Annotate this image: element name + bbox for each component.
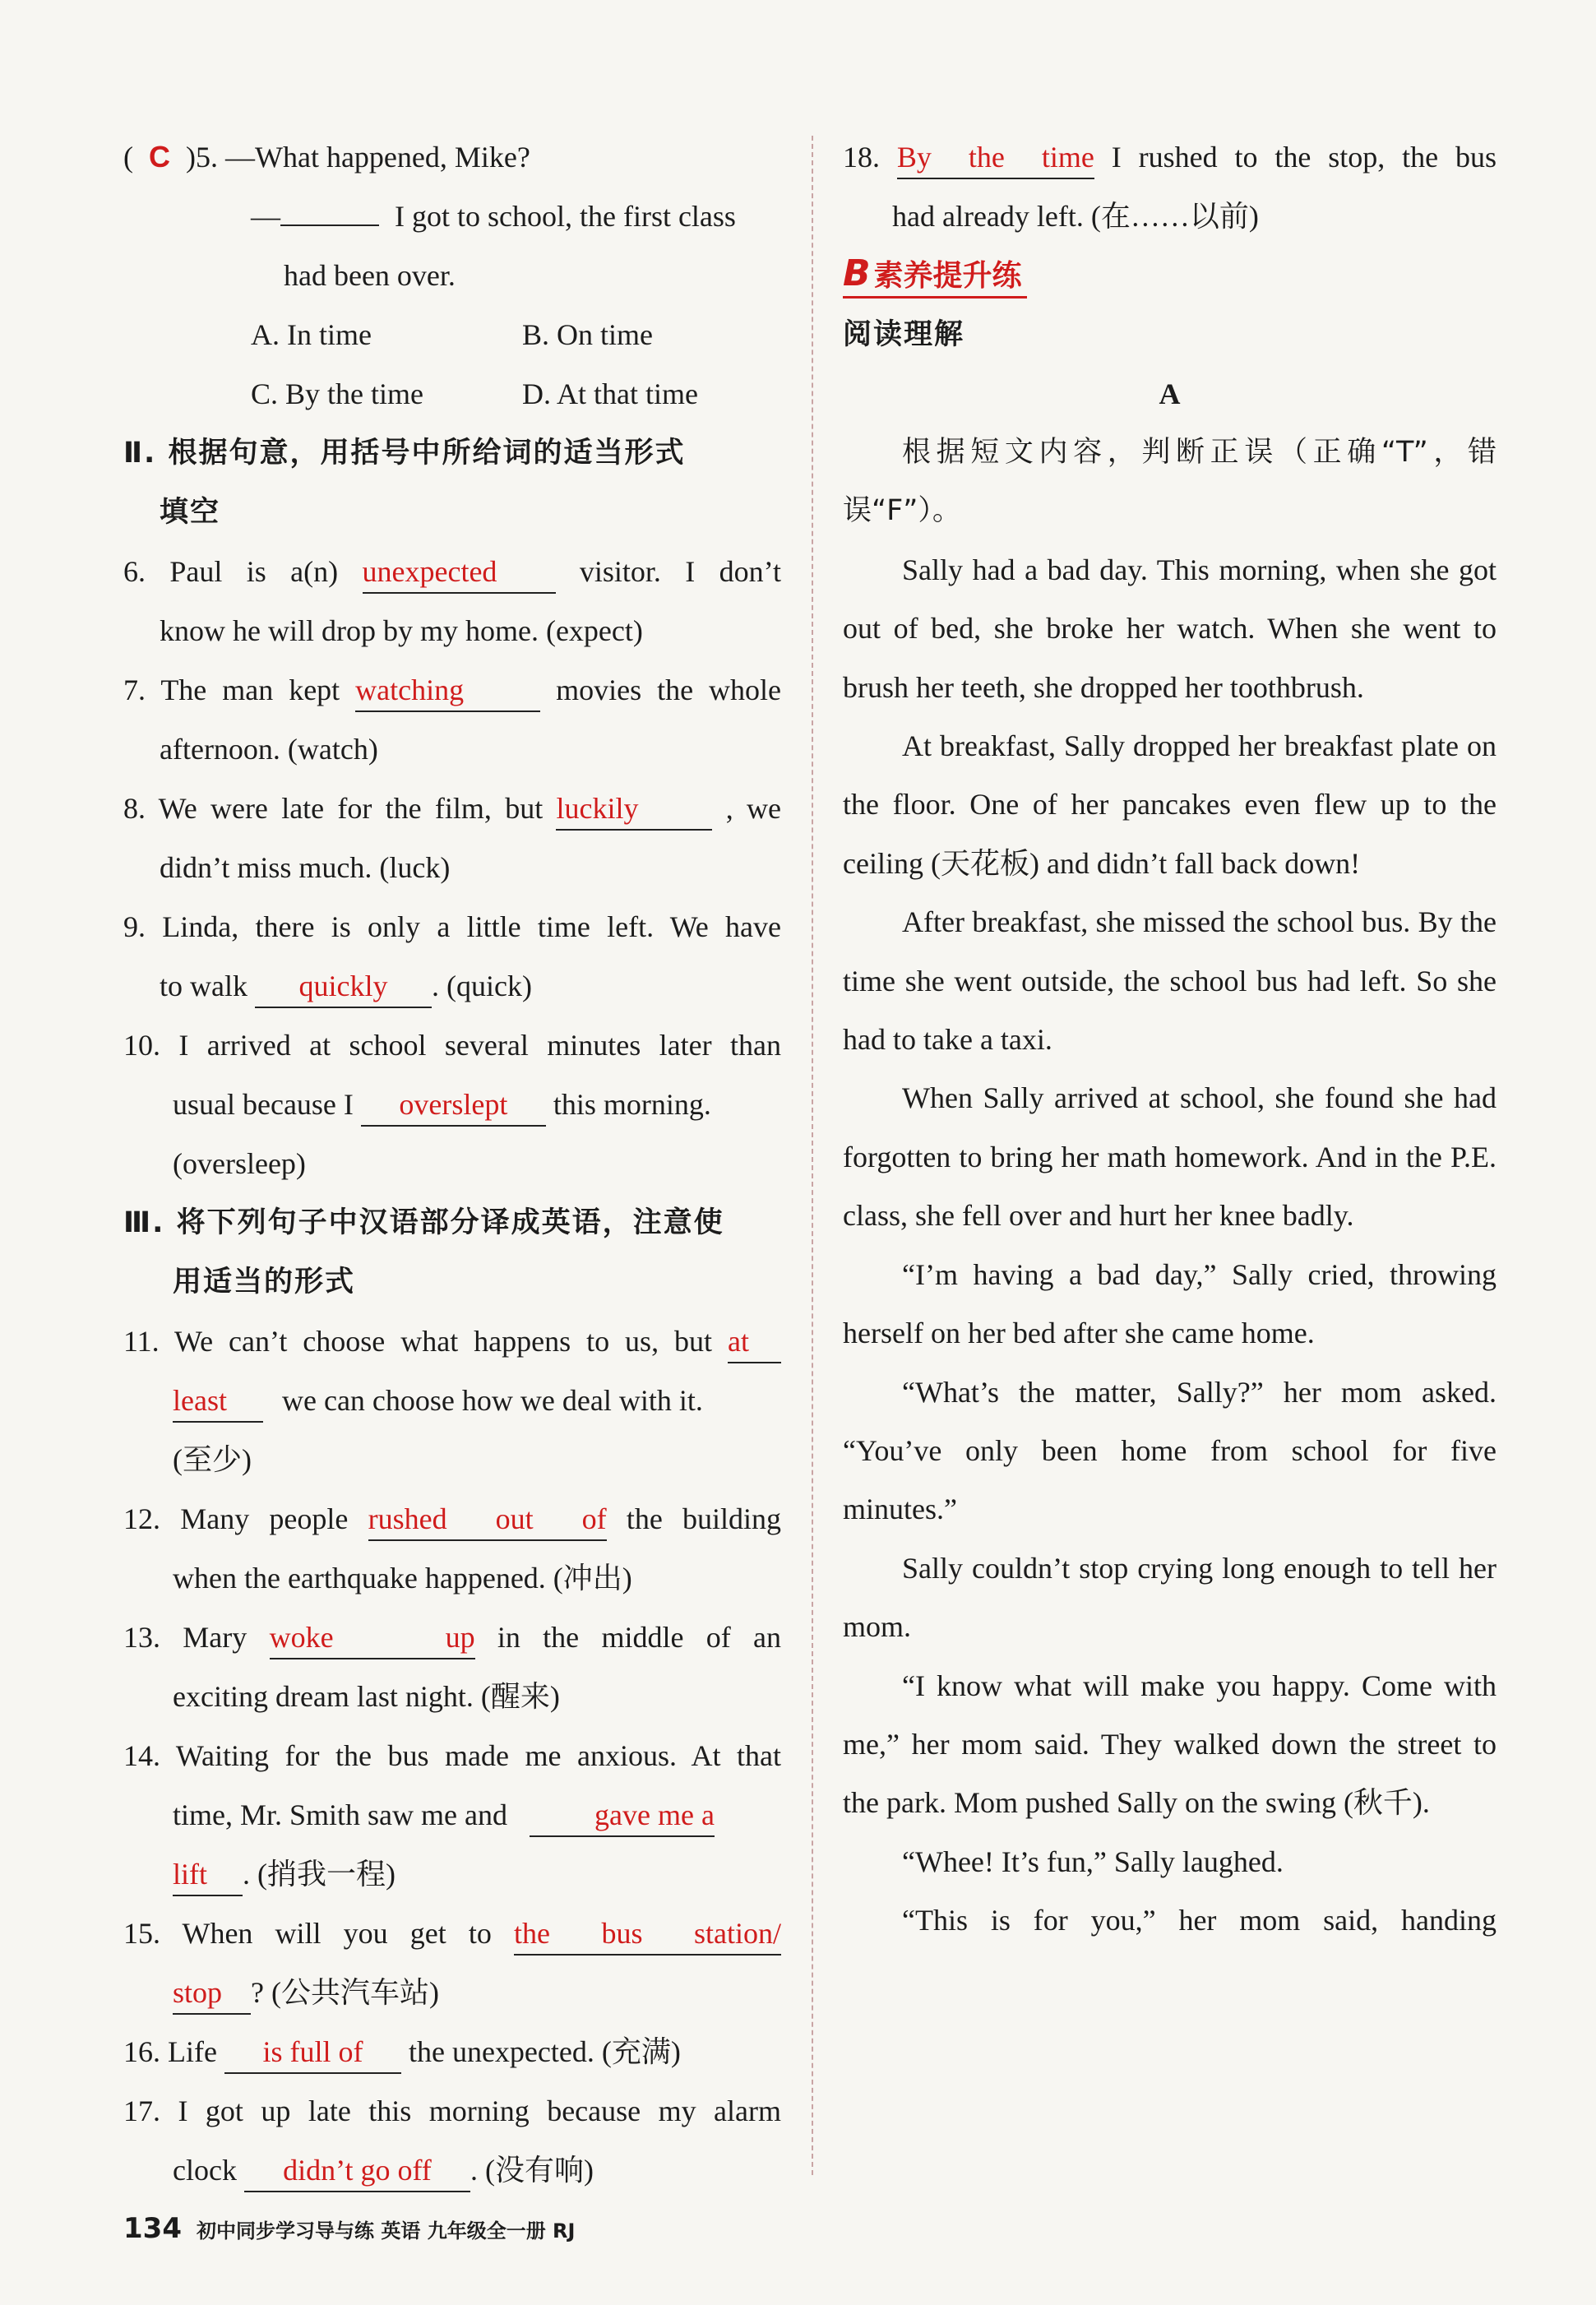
q12-post: the building	[626, 1502, 782, 1535]
q9-line1: 9. Linda, there is only a little time left. We have	[123, 910, 781, 943]
q11-answer-1: at	[728, 1321, 781, 1363]
q13-post: in the middle of an	[497, 1621, 781, 1654]
q12-line1	[123, 1489, 781, 1548]
q5-option-b: B. On time	[522, 318, 653, 351]
q9-pre: to walk	[160, 970, 247, 1002]
q17-post: . (没有响)	[470, 2154, 594, 2187]
q11-line2	[123, 1371, 781, 1430]
page-number: 134	[123, 2212, 182, 2245]
q14-pre: time, Mr. Smith saw me and	[173, 1798, 507, 1831]
reading-passage	[843, 424, 1497, 1951]
q7-line1	[123, 660, 781, 720]
reading-part-title: A	[1159, 377, 1181, 410]
section-3-heading: Ⅲ. 将下列句子中汉语部分译成英语，注意使	[123, 1206, 724, 1239]
q15-post: ? (公共汽车站)	[251, 1976, 439, 2009]
q18-post: I rushed to the stop, the bus	[1111, 141, 1497, 174]
q10-line3: (oversleep)	[173, 1147, 306, 1180]
q14-line1: 14. Waiting for the bus made me anxious. At that	[123, 1739, 781, 1772]
paragraph: After breakfast, she missed the school bus. By the time she went outside, the school bus had left. So she had to take a taxi.	[843, 905, 1497, 1057]
q5-answer: C	[149, 140, 170, 174]
q14-answer-1: gave me a	[530, 1794, 715, 1837]
q17-line1: 17. I got up late this morning because my alarm	[123, 2094, 781, 2127]
paragraph: Sally had a bad day. This morning, when she got out of bed, she broke her watch. When she went to brush her teeth, she dropped her toothbrush.	[843, 553, 1497, 704]
q16-post: the unexpected. (充满)	[408, 2035, 681, 2068]
reading-instruction: 根据短文内容，判断正误（正确“T”，错误“F”）。	[843, 436, 1497, 528]
q7-post: movies the whole	[556, 673, 782, 706]
q5-option-c: C. By the time	[251, 377, 423, 410]
paragraph: “What’s the matter, Sally?” her mom asked. “You’ve only been home from school for five minutes.”	[843, 1375, 1497, 1526]
q16-answer: is full of	[224, 2031, 401, 2074]
q8-answer: luckily	[556, 788, 712, 831]
q11-pre: 11. We can’t choose what happens to us, but	[123, 1325, 713, 1358]
q6-answer: unexpected	[363, 551, 556, 594]
q12-answer: rushed out of	[368, 1498, 607, 1541]
q5-line1	[123, 127, 781, 187]
q7-line2: afternoon. (watch)	[160, 733, 378, 766]
section-b-row	[843, 246, 1497, 305]
q14-post: . (捎我一程)	[243, 1858, 396, 1891]
q7-pre: 7. The man kept	[123, 673, 340, 706]
q14-line2	[123, 1785, 781, 1844]
q11-line3: (至少)	[173, 1443, 252, 1476]
q14-line3	[123, 1844, 781, 1904]
q5-line2-text: I got to school, the first class	[395, 200, 736, 233]
paragraph: Sally couldn’t stop crying long enough to tell her mom.	[843, 1551, 1497, 1644]
q16-pre: 16. Life	[123, 2035, 217, 2068]
q15-pre: 15. When will you get to	[123, 1917, 492, 1950]
q17-answer: didn’t go off	[244, 2150, 470, 2192]
q6-pre: 6. Paul is a(n)	[123, 555, 339, 588]
q7-answer: watching	[355, 669, 540, 712]
book-title: 初中同步学习导与练 英语 九年级全一册 RJ	[196, 2219, 576, 2243]
q6-line1	[123, 542, 781, 601]
q10-post: this morning.	[553, 1088, 711, 1121]
q9-answer: quickly	[255, 965, 432, 1008]
q6-post: visitor. I don’t	[579, 555, 782, 588]
q15-answer-1: the bus station/	[514, 1913, 781, 1956]
q5-paren-left: (	[123, 141, 133, 174]
q10-answer: overslept	[361, 1084, 546, 1127]
q17-line2	[123, 2141, 781, 2200]
q13-line1	[123, 1608, 781, 1667]
q8-line2: didn’t miss much. (luck)	[160, 851, 451, 884]
q14-answer-2: lift	[173, 1854, 243, 1896]
section-2-heading: Ⅱ. 根据句意，用括号中所给词的适当形式	[123, 437, 686, 470]
q17-pre: clock	[173, 2154, 237, 2187]
page-footer	[123, 2212, 575, 2245]
q10-line1: 10. I arrived at school several minutes later than	[123, 1029, 781, 1062]
left-column	[123, 127, 781, 2200]
q15-answer-2: stop	[173, 1972, 251, 2015]
q13-pre: 13. Mary	[123, 1621, 247, 1654]
paragraph: “Whee! It’s fun,” Sally laughed.	[902, 1844, 1284, 1878]
q12-pre: 12. Many people	[123, 1502, 349, 1535]
right-column	[843, 127, 1497, 1951]
q13-line2: exciting dream last night. (醒来)	[173, 1680, 560, 1713]
paragraph: “I’m having a bad day,” Sally cried, throwing herself on her bed after she came home.	[843, 1257, 1497, 1350]
q10-pre: usual because I	[173, 1088, 354, 1121]
paragraph: “I know what will make you happy. Come with me,” her mom said. They walked down the street to the park. Mom pushed Sally on the swing (秋千).	[843, 1669, 1497, 1820]
section-b-letter: B	[843, 252, 871, 294]
section-3-heading-cont: 用适当的形式	[173, 1266, 356, 1298]
q5-blank	[280, 224, 379, 226]
reading-heading: 阅读理解	[843, 318, 965, 351]
q5-option-d: D. At that time	[522, 377, 698, 410]
q18-answer: By the time	[897, 137, 1094, 179]
q16-line1	[123, 2022, 781, 2081]
q15-line2	[123, 1963, 781, 2022]
section-b-label	[843, 252, 1027, 299]
q18-pre: 18.	[843, 141, 880, 174]
paragraph: At breakfast, Sally dropped her breakfast plate on the floor. One of her pancakes even flew up to the ceiling (天花板) and didn’t fall back down!	[843, 729, 1497, 880]
q5-line2	[123, 187, 781, 246]
q11-answer-2: least	[173, 1380, 263, 1423]
q15-line1	[123, 1904, 781, 1963]
q9-post: . (quick)	[431, 970, 532, 1002]
q6-line2: know he will drop by my home. (expect)	[160, 614, 643, 647]
q8-line1	[123, 779, 781, 838]
q18-line2: had already left. (在……以前)	[892, 200, 1259, 233]
q11-line1	[123, 1312, 781, 1371]
q5-line3: had been over.	[284, 259, 456, 292]
q5-stem: )5. —What happened, Mike?	[186, 141, 530, 174]
q8-pre: 8. We were late for the film, but	[123, 792, 544, 825]
q12-line2: when the earthquake happened. (冲出)	[173, 1562, 632, 1595]
q18-line1	[843, 127, 1497, 187]
q5-options-ab	[123, 305, 781, 364]
q11-post: we can choose how we deal with it.	[282, 1384, 703, 1417]
q9-line2	[123, 956, 781, 1016]
column-divider	[812, 136, 813, 2175]
section-2-heading-cont: 填空	[160, 496, 221, 529]
q13-answer: woke up	[270, 1617, 475, 1659]
section-b-title: 素养提升练	[873, 259, 1022, 293]
paragraph: “This is for you,” her mom said, handing	[902, 1904, 1497, 1937]
q8-post: , we	[725, 792, 782, 825]
q5-option-a: A. In time	[251, 318, 372, 351]
q5-dash: —	[251, 200, 280, 233]
paragraph: When Sally arrived at school, she found she had forgotten to bring her math homework. And in the P.E. class, she fell over and hurt her knee badly.	[843, 1081, 1497, 1233]
q5-options-cd	[123, 364, 781, 424]
q10-line2	[123, 1075, 781, 1134]
